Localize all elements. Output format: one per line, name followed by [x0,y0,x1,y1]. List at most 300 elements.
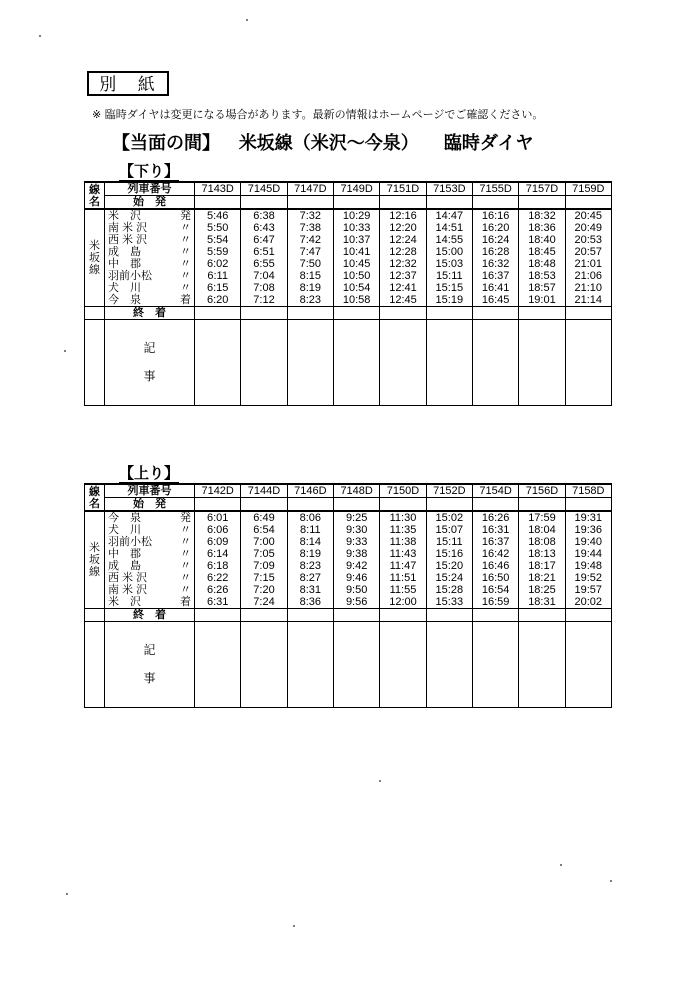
departure-time: 15:11 [426,536,472,548]
departure-time: 7:32 [287,209,333,222]
departure-time: 10:54 [333,282,379,294]
train-number: 7156D [519,484,565,498]
departure-time: 21:06 [565,270,611,282]
departure-time: 9:50 [333,584,379,596]
title-line: 米坂線（米沢～今泉） [238,133,419,154]
memo-cell [241,320,287,406]
terminal-cell [241,307,287,320]
departure-time: 8:19 [287,548,333,560]
departure-time: 7:15 [241,572,287,584]
origin-cell [380,498,426,512]
origin-cell [519,498,565,512]
station-name: 羽前小松 [108,536,152,548]
departure-time: 14:51 [426,222,472,234]
origin-cell [241,498,287,512]
origin-cell [565,498,611,512]
terminal-cell [287,307,333,320]
departure-time: 9:25 [333,511,379,524]
train-number: 7145D [241,182,287,196]
departure-time: 15:11 [426,270,472,282]
departure-time: 6:49 [241,511,287,524]
departure-time: 15:15 [426,282,472,294]
station-mark: 〃 [180,584,191,596]
page-title [112,129,534,155]
train-number: 7159D [565,182,611,196]
departure-time: 19:01 [519,294,565,307]
departure-time: 9:46 [333,572,379,584]
train-number: 7153D [426,182,472,196]
station-name: 南 米 沢 [108,222,148,234]
departure-time: 11:30 [380,511,426,524]
station-row-label [105,572,195,584]
scan-speck [610,880,612,882]
departure-time: 6:43 [241,222,287,234]
station-mark: 〃 [180,548,191,560]
origin-label: 始 発 [105,196,195,210]
departure-time: 8:36 [287,596,333,609]
memo-cell [380,320,426,406]
departure-time: 16:16 [472,209,518,222]
terminal-cell [195,307,241,320]
station-row-label [105,524,195,536]
station-row-label [105,270,195,282]
up-section-label [119,462,179,483]
train-number: 7143D [195,182,241,196]
origin-cell [426,498,472,512]
station-row-label [105,294,195,307]
attachment-tag: 別 紙 [87,71,169,96]
departure-time: 6:01 [195,511,241,524]
departure-time: 19:48 [565,560,611,572]
station-mark: 着 [180,294,191,306]
departure-time: 7:50 [287,258,333,270]
departure-time: 15:24 [426,572,472,584]
line-header: 線名 [85,484,105,511]
station-row-label [105,560,195,572]
train-number: 7146D [287,484,333,498]
memo-cell [380,622,426,708]
terminal-cell [519,609,565,622]
departure-time: 16:24 [472,234,518,246]
departure-time: 16:37 [472,536,518,548]
memo-cell [565,320,611,406]
departure-time: 20:53 [565,234,611,246]
departure-time: 10:29 [333,209,379,222]
departure-time: 18:36 [519,222,565,234]
memo-cell [519,320,565,406]
terminal-cell [333,307,379,320]
origin-cell [380,196,426,210]
departure-time: 18:25 [519,584,565,596]
departure-time: 15:19 [426,294,472,307]
memo-line-cell [85,320,105,406]
memo-cell [333,320,379,406]
departure-time: 12:37 [380,270,426,282]
memo-cell [426,320,472,406]
departure-time: 10:37 [333,234,379,246]
departure-time: 9:38 [333,548,379,560]
station-mark: 〃 [180,222,191,234]
down-section-title: 【下り】 [119,162,180,180]
terminal-line-cell [85,307,105,320]
terminal-cell [565,609,611,622]
scan-speck [64,350,66,352]
station-name: 犬 川 [108,524,141,536]
train-number: 7152D [426,484,472,498]
memo-cell [195,622,241,708]
terminal-cell [426,307,472,320]
origin-cell [565,196,611,210]
station-mark: 〃 [180,524,191,536]
memo-cell [333,622,379,708]
station-row-label [105,584,195,596]
departure-time: 12:24 [380,234,426,246]
departure-time: 5:46 [195,209,241,222]
departure-time: 6:26 [195,584,241,596]
departure-time: 8:31 [287,584,333,596]
departure-time: 12:41 [380,282,426,294]
departure-time: 9:33 [333,536,379,548]
line-name: 米坂線 [85,511,105,609]
departure-time: 5:59 [195,246,241,258]
terminal-line-cell [85,609,105,622]
station-name: 西 米 沢 [108,234,148,246]
up-section-title: 【上り】 [119,464,180,482]
departure-time: 18:13 [519,548,565,560]
departure-time: 6:06 [195,524,241,536]
departure-time: 19:52 [565,572,611,584]
departure-time: 6:22 [195,572,241,584]
departure-time: 18:21 [519,572,565,584]
departure-time: 15:00 [426,246,472,258]
departure-time: 8:19 [287,282,333,294]
station-name: 今 泉 [108,512,141,524]
memo-cell [519,622,565,708]
departure-time: 8:23 [287,294,333,307]
terminal-cell [426,609,472,622]
station-row-label [105,282,195,294]
station-name: 今 泉 [108,294,141,306]
departure-time: 12:00 [380,596,426,609]
line-header: 線名 [85,182,105,209]
scan-speck [66,893,68,895]
departure-time: 11:51 [380,572,426,584]
departure-time: 20:57 [565,246,611,258]
notice-text: ※ 臨時ダイヤは変更になる場合があります。最新の情報はホームページでご確認ください。 [92,108,544,121]
departure-time: 16:32 [472,258,518,270]
scan-speck [560,864,562,866]
station-name: 西 米 沢 [108,572,148,584]
departure-time: 14:55 [426,234,472,246]
departure-time: 8:23 [287,560,333,572]
station-row-label [105,596,195,609]
station-name: 米 沢 [108,596,141,608]
departure-time: 16:54 [472,584,518,596]
departure-time: 15:28 [426,584,472,596]
terminal-cell [241,609,287,622]
departure-time: 18:40 [519,234,565,246]
departure-time: 21:01 [565,258,611,270]
departure-time: 12:16 [380,209,426,222]
departure-time: 7:00 [241,536,287,548]
station-row-label [105,234,195,246]
terminal-cell [380,609,426,622]
train-number: 7149D [333,182,379,196]
station-row-label [105,511,195,524]
train-number: 7144D [241,484,287,498]
departure-time: 6:38 [241,209,287,222]
origin-label: 始 発 [105,498,195,512]
departure-time: 19:40 [565,536,611,548]
departure-time: 8:27 [287,572,333,584]
origin-cell [333,498,379,512]
departure-time: 12:45 [380,294,426,307]
terminal-label: 終 着 [105,609,195,622]
terminal-cell [195,609,241,622]
memo-label-cell [105,320,195,406]
departure-time: 19:44 [565,548,611,560]
terminal-cell [380,307,426,320]
departure-time: 10:50 [333,270,379,282]
departure-time: 16:31 [472,524,518,536]
departure-time: 19:36 [565,524,611,536]
departure-time: 21:14 [565,294,611,307]
terminal-cell [472,307,518,320]
departure-time: 19:31 [565,511,611,524]
station-name: 中 郡 [108,548,141,560]
memo-label: 記 事 [143,643,168,685]
station-row-label [105,209,195,222]
departure-time: 6:15 [195,282,241,294]
departure-time: 18:57 [519,282,565,294]
departure-time: 7:08 [241,282,287,294]
departure-time: 7:47 [287,246,333,258]
station-mark: 〃 [180,282,191,294]
train-number-header: 列車番号 [105,484,195,498]
departure-time: 6:31 [195,596,241,609]
departure-time: 6:02 [195,258,241,270]
departure-time: 7:38 [287,222,333,234]
departure-time: 9:42 [333,560,379,572]
train-number: 7158D [565,484,611,498]
departure-time: 10:45 [333,258,379,270]
departure-time: 18:31 [519,596,565,609]
station-mark: 〃 [180,246,191,258]
departure-time: 18:48 [519,258,565,270]
station-name: 成 島 [108,560,141,572]
departure-time: 7:05 [241,548,287,560]
departure-time: 9:56 [333,596,379,609]
departure-time: 15:02 [426,511,472,524]
title-schedule: 臨時ダイヤ [443,133,534,154]
departure-time: 20:02 [565,596,611,609]
departure-time: 8:14 [287,536,333,548]
departure-time: 11:43 [380,548,426,560]
origin-cell [426,196,472,210]
departure-time: 6:14 [195,548,241,560]
departure-time: 10:41 [333,246,379,258]
station-row-label [105,258,195,270]
terminal-cell [565,307,611,320]
departure-time: 17:59 [519,511,565,524]
station-row-label [105,246,195,258]
departure-time: 16:37 [472,270,518,282]
memo-cell [195,320,241,406]
memo-cell [287,320,333,406]
memo-label: 記 事 [143,341,168,383]
station-name: 南 米 沢 [108,584,148,596]
departure-time: 18:32 [519,209,565,222]
departure-time: 9:30 [333,524,379,536]
departure-time: 11:47 [380,560,426,572]
memo-cell [472,320,518,406]
departure-time: 18:04 [519,524,565,536]
origin-cell [472,196,518,210]
departure-time: 18:45 [519,246,565,258]
departure-time: 7:24 [241,596,287,609]
departure-time: 21:10 [565,282,611,294]
departure-time: 7:20 [241,584,287,596]
station-mark: 〃 [180,536,191,548]
station-row-label [105,536,195,548]
train-number: 7150D [380,484,426,498]
departure-time: 18:17 [519,560,565,572]
scan-speck [39,35,41,37]
departure-time: 12:28 [380,246,426,258]
train-number: 7142D [195,484,241,498]
train-number: 7154D [472,484,518,498]
origin-cell [333,196,379,210]
departure-time: 11:38 [380,536,426,548]
departure-time: 16:28 [472,246,518,258]
departure-time: 6:51 [241,246,287,258]
up-timetable [84,483,612,708]
scan-speck [293,925,295,927]
departure-time: 6:54 [241,524,287,536]
station-row-label [105,548,195,560]
memo-line-cell [85,622,105,708]
station-name: 犬 川 [108,282,141,294]
departure-time: 18:08 [519,536,565,548]
train-number: 7151D [380,182,426,196]
departure-time: 18:53 [519,270,565,282]
terminal-cell [333,609,379,622]
departure-time: 6:47 [241,234,287,246]
departure-time: 20:49 [565,222,611,234]
departure-time: 16:45 [472,294,518,307]
station-mark: 発 [180,512,191,524]
origin-cell [195,498,241,512]
departure-time: 6:09 [195,536,241,548]
departure-time: 16:41 [472,282,518,294]
station-name: 成 島 [108,246,141,258]
down-section-label [119,160,179,181]
station-mark: 〃 [180,234,191,246]
departure-time: 15:03 [426,258,472,270]
origin-cell [472,498,518,512]
departure-time: 16:20 [472,222,518,234]
station-mark: 〃 [180,572,191,584]
departure-time: 11:55 [380,584,426,596]
departure-time: 16:50 [472,572,518,584]
memo-cell [565,622,611,708]
departure-time: 6:55 [241,258,287,270]
train-number: 7148D [333,484,379,498]
departure-time: 16:42 [472,548,518,560]
origin-cell [195,196,241,210]
train-number-header: 列車番号 [105,182,195,196]
terminal-cell [519,307,565,320]
down-timetable [84,181,612,406]
station-mark: 〃 [180,258,191,270]
departure-time: 6:18 [195,560,241,572]
departure-time: 5:50 [195,222,241,234]
departure-time: 10:58 [333,294,379,307]
departure-time: 8:06 [287,511,333,524]
train-number: 7157D [519,182,565,196]
train-number: 7155D [472,182,518,196]
memo-cell [426,622,472,708]
departure-time: 8:11 [287,524,333,536]
departure-time: 8:15 [287,270,333,282]
departure-time: 15:07 [426,524,472,536]
departure-time: 15:20 [426,560,472,572]
departure-time: 6:20 [195,294,241,307]
departure-time: 7:42 [287,234,333,246]
station-name: 中 郡 [108,258,141,270]
station-row-label [105,222,195,234]
departure-time: 6:11 [195,270,241,282]
departure-time: 16:59 [472,596,518,609]
memo-cell [287,622,333,708]
departure-time: 11:35 [380,524,426,536]
origin-cell [519,196,565,210]
departure-time: 20:45 [565,209,611,222]
train-number: 7147D [287,182,333,196]
memo-label-cell [105,622,195,708]
station-name: 羽前小松 [108,270,152,282]
departure-time: 15:16 [426,548,472,560]
station-mark: 〃 [180,270,191,282]
station-mark: 着 [180,596,191,608]
scan-speck [246,19,248,21]
departure-time: 12:32 [380,258,426,270]
memo-cell [472,622,518,708]
origin-cell [241,196,287,210]
origin-cell [287,196,333,210]
scan-speck [379,780,381,782]
station-mark: 〃 [180,560,191,572]
departure-time: 19:57 [565,584,611,596]
departure-time: 10:33 [333,222,379,234]
station-mark: 発 [180,210,191,222]
departure-time: 15:33 [426,596,472,609]
departure-time: 7:09 [241,560,287,572]
terminal-label: 終 着 [105,307,195,320]
terminal-cell [472,609,518,622]
departure-time: 14:47 [426,209,472,222]
departure-time: 7:12 [241,294,287,307]
origin-cell [287,498,333,512]
station-name: 米 沢 [108,210,141,222]
departure-time: 7:04 [241,270,287,282]
departure-time: 16:26 [472,511,518,524]
departure-time: 16:46 [472,560,518,572]
title-period: 【当面の間】 [112,133,220,154]
memo-cell [241,622,287,708]
departure-time: 5:54 [195,234,241,246]
line-name: 米坂線 [85,209,105,307]
